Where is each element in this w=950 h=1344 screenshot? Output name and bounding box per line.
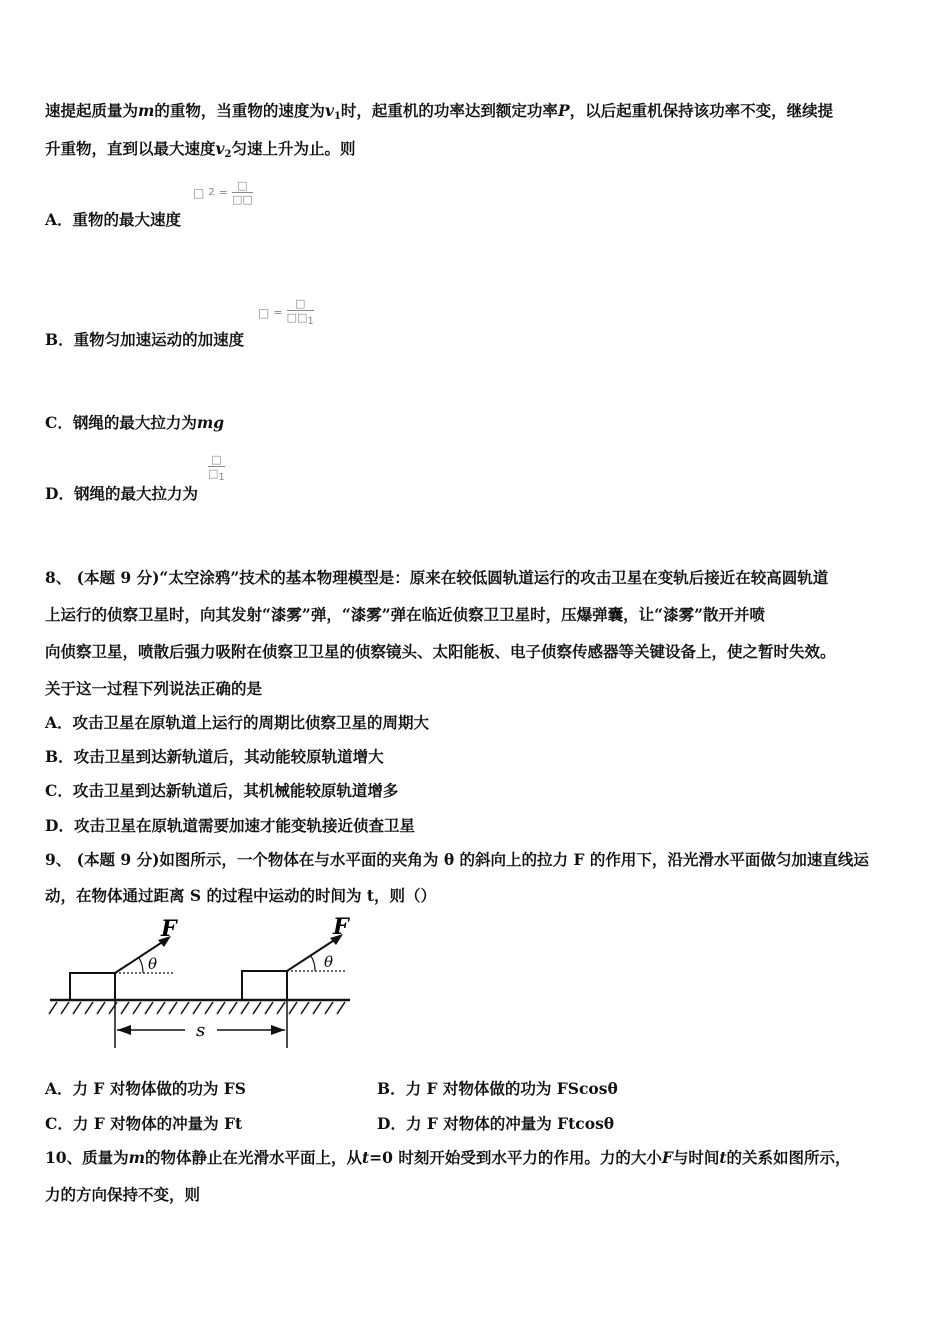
- q9-option-b: B．力 F 对物体做的功为 FScosθ: [377, 1079, 618, 1098]
- q7-stem-line2: 升重物，直到以最大速度$v_2$匀速上升为止。则: [45, 139, 356, 160]
- q8-option-b: B．攻击卫星到达新轨道后，其动能较原轨道增大: [45, 747, 384, 766]
- q9-option-a: A．力 F 对物体做的功为 FS: [45, 1079, 246, 1098]
- label-F-2: F: [333, 914, 349, 940]
- q7-stem-line1: 速提起质量为m的重物，当重物的速度为$v_1$时，起重机的功率达到额定功率P，以后起重机保持该功率不变，继续提: [45, 101, 834, 122]
- q7-option-a: A．重物的最大速度: [45, 210, 182, 229]
- var-v1: v: [324, 101, 334, 120]
- q7-option-d: D．钢绳的最大拉力为: [45, 484, 198, 503]
- q10-stem-line2: 力的方向保持不变，则: [45, 1185, 201, 1204]
- q7-option-b: B．重物匀加速运动的加速度: [45, 330, 245, 349]
- ground-hatching: [49, 1002, 345, 1014]
- q9-stem-line2: 动，在物体通过距离 S 的过程中运动的时间为 t，则（）: [45, 886, 437, 905]
- q9-option-d: D．力 F 对物体的冲量为 Ftcosθ: [377, 1114, 615, 1133]
- var-P: P: [557, 101, 570, 120]
- formula-d: □ $□_1$: [208, 453, 225, 483]
- distance-arrowhead-right: [271, 1025, 285, 1035]
- label-F-1: F: [161, 916, 177, 942]
- block-end: [242, 971, 287, 1000]
- formula-b: □ = □ $□□_1$: [258, 297, 314, 327]
- var-v2: v: [215, 139, 225, 158]
- q9-stem-line1: 9、 (本题 9 分)如图所示，一个物体在与水平面的夹角为 θ 的斜向上的拉力 F 的作用下，沿光滑水平面做匀加速直线运: [45, 850, 869, 869]
- distance-arrowhead-left: [117, 1025, 131, 1035]
- force-arrow-1: [115, 939, 167, 973]
- q9-option-c: C．力 F 对物体的冲量为 Ft: [45, 1114, 243, 1133]
- q7-option-c: C．钢绳的最大拉力为mg: [45, 413, 225, 432]
- q8-stem-line3: 向侦察卫星，喷散后强力吸附在侦察卫卫星的侦察镜头、太阳能板、电子侦察传感器等关键设备上，使之暂时失效。: [45, 642, 836, 661]
- angle-arc-1: [139, 958, 143, 973]
- label-s: s: [196, 1020, 206, 1041]
- q8-option-d: D．攻击卫星在原轨道需要加速才能变轨接近侦查卫星: [45, 816, 415, 835]
- formula-a: □ 2 = □ □□: [193, 179, 253, 206]
- q8-stem-line4: 关于这一过程下列说法正确的是: [45, 679, 263, 698]
- q9-figure: [45, 912, 355, 1052]
- label-theta-2: θ: [324, 953, 334, 971]
- q8-stem-line1: 8、 (本题 9 分)“太空涂鸦”技术的基本物理模型是：原来在较低圆轨道运行的攻击卫星在变轨后接近在较高圆轨道: [45, 568, 829, 587]
- q8-option-a: A．攻击卫星在原轨道上运行的周期比侦察卫星的周期大: [45, 713, 430, 732]
- q8-option-c: C．攻击卫星到达新轨道后，其机械能较原轨道增多: [45, 781, 399, 800]
- block-start: [70, 973, 115, 1000]
- angle-arc-2: [311, 956, 315, 971]
- q10-stem-line1: 10、质量为m的物体静止在光滑水平面上，从t=0 时刻开始受到水平力的作用。力的大小F与时间t的关系如图所示，: [45, 1148, 851, 1167]
- var-m: m: [138, 101, 155, 120]
- q8-stem-line2: 上运行的侦察卫星时，向其发射“漆雾”弹，“漆雾”弹在临近侦察卫卫星时，压爆弹囊，让“漆雾”散开并喷: [45, 605, 765, 624]
- label-theta-1: θ: [148, 955, 158, 973]
